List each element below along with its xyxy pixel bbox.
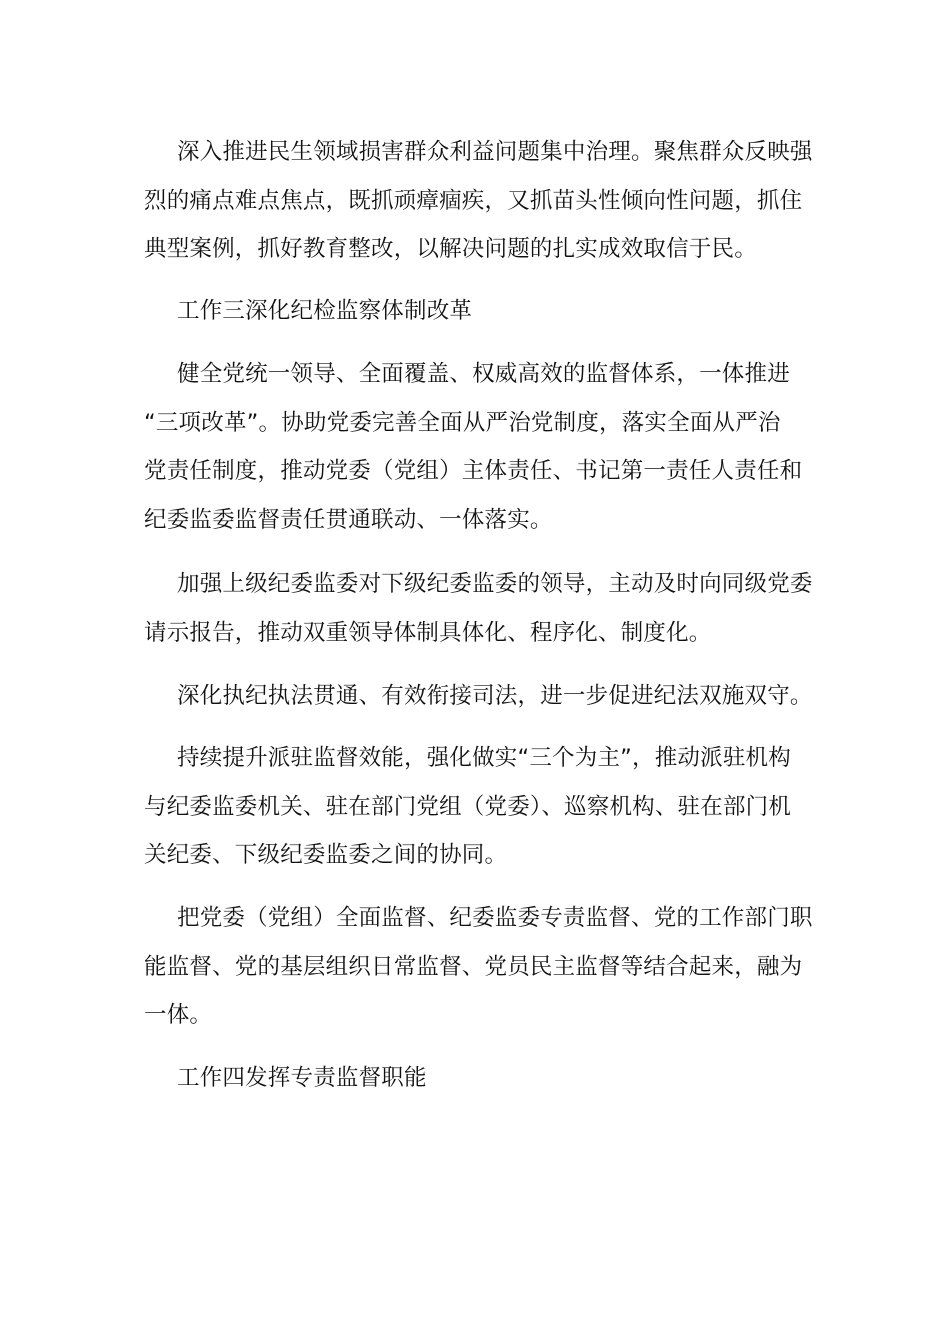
text-line: 能监督、党的基层组织日常监督、党员民主监督等结合起来，融为 <box>144 953 803 980</box>
section-heading <box>144 1054 809 1103</box>
section-heading <box>144 287 809 336</box>
heading-text: 工作三深化纪检监察体制改革 <box>177 298 473 324</box>
text-line: 健全党统一领导、全面覆盖、权威高效的监督体系，一体推进 <box>177 361 790 387</box>
body-paragraph <box>144 734 809 880</box>
text-line: 深入推进民生领域损害群众利益问题集中治理。聚焦群众反映强 <box>177 139 813 165</box>
body-paragraph <box>144 894 813 1040</box>
text-line: 关纪委、下级纪委监委之间的协同。 <box>144 842 508 868</box>
text-line: 深化执纪执法贯通、有效衔接司法，进一步促进纪法双施双守。 <box>177 683 813 709</box>
text-line: 持续提升派驻监督效能，强化做实“三个为主”，推动派驻机构 <box>177 745 791 771</box>
text-line: 纪委监委监督责任贯通联动、一体落实。 <box>144 506 553 533</box>
text-line: “三项改革”。协助党委完善全面从严治党制度，落实全面从严治 <box>144 409 781 436</box>
text-line: 请示报告，推动双重领导体制具体化、程序化、制度化。 <box>144 619 712 646</box>
text-line: 烈的痛点难点焦点，既抓顽瘴痼疾，又抓苗头性倾向性问题，抓住 <box>144 187 803 214</box>
body-paragraph <box>144 350 809 544</box>
text-line: 与纪委监委机关、驻在部门党组（党委）、巡察机构、驻在部门机 <box>144 793 792 820</box>
body-paragraph <box>144 672 813 721</box>
body-paragraph <box>144 560 813 657</box>
text-line: 党责任制度，推动党委（党组）主体责任、书记第一责任人责任和 <box>144 458 803 484</box>
text-line: 一体。 <box>144 1002 213 1028</box>
text-line: 加强上级纪委监委对下级纪委监委的领导，主动及时向同级党委 <box>177 571 813 597</box>
body-paragraph <box>144 128 813 274</box>
text-line: 典型案例，抓好教育整改，以解决问题的扎实成效取信于民。 <box>144 236 757 262</box>
heading-text: 工作四发挥专责监督职能 <box>177 1065 427 1091</box>
text-line: 把党委（党组）全面监督、纪委监委专责监督、党的工作部门职 <box>177 905 813 931</box>
